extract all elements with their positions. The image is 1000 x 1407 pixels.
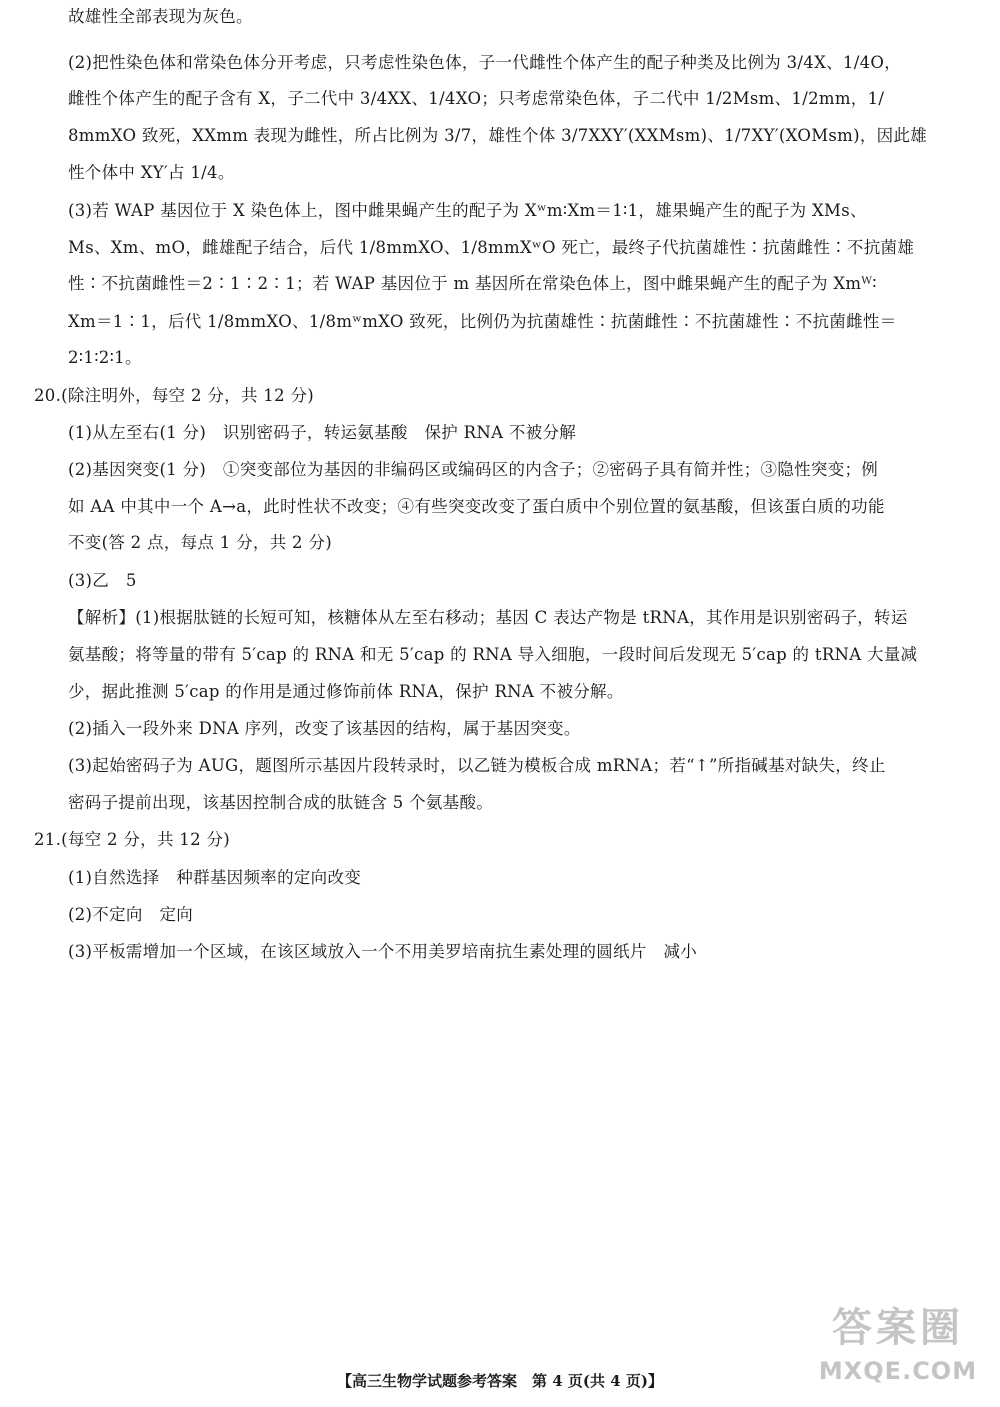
text-line: 氨基酸；将等量的带有 5′cap 的 RNA 和无 5′cap 的 RNA 导入细胞，一段时间后发现无 5′cap 的 tRNA 大量减: [68, 645, 918, 664]
text-line: Xm＝1∶1，后代 1/8mmXO、1/8mʷmXO 致死，比例仍为抗菌雄性∶抗菌雌性∶不抗菌雄性∶不抗菌雌性＝: [68, 312, 897, 331]
text-line: 如 AA 中其中一个 A→a，此时性状不改变；④有些突变改变了蛋白质中个别位置的氨基酸，但该蛋白质的功能: [68, 497, 885, 516]
question-heading-20: 20.(除注明外，每空 2 分，共 12 分): [34, 386, 314, 405]
text-line: (2)不定向 定向: [68, 905, 194, 924]
text-line: (1)自然选择 种群基因频率的定向改变: [68, 868, 362, 887]
page-footer: 【高三生物学试题参考答案 第 4 页(共 4 页)】: [337, 1372, 663, 1390]
text-line: (1)从左至右(1 分) 识别密码子，转运氨基酸 保护 RNA 不被分解: [68, 423, 577, 442]
text-line: 2∶1∶2∶1。: [68, 348, 142, 367]
text-line: (3)乙 5: [68, 571, 137, 590]
text-line: (2)把性染色体和常染色体分开考虑，只考虑性染色体，子一代雌性个体产生的配子种类及比例为 3/4X、1/4O，: [68, 53, 901, 72]
watermark-site: MXQE.COM: [818, 1357, 978, 1385]
text-line: Ms、Xm、mO，雌雄配子结合，后代 1/8mmXO、1/8mmXʷO 死亡，最终子代抗菌雄性∶抗菌雌性∶不抗菌雄: [68, 238, 915, 257]
text-line: 8mmXO 致死，XXmm 表现为雌性，所占比例为 3/7，雄性个体 3/7XXY′(XXMsm)、1/7XY′(XOMsm)，因此雄: [68, 126, 928, 145]
text-line: (3)平板需增加一个区域，在该区域放入一个不用美罗培南抗生素处理的圆纸片 减小: [68, 942, 698, 961]
analysis-line: 【解析】(1)根据肽链的长短可知，核糖体从左至右移动；基因 C 表达产物是 tRNA，其作用是识别密码子，转运: [68, 608, 908, 627]
text-line: 密码子提前出现，该基因控制合成的肽链含 5 个氨基酸。: [68, 793, 494, 812]
text-line: 少，据此推测 5′cap 的作用是通过修饰前体 RNA，保护 RNA 不被分解。: [68, 682, 624, 701]
text-line: (3)若 WAP 基因位于 X 染色体上，图中雌果蝇产生的配子为 Xʷm∶Xm＝1∶1，雄果蝇产生的配子为 XMs、: [68, 201, 867, 220]
question-heading-21: 21.(每空 2 分，共 12 分): [34, 830, 230, 849]
text-line: 雌性个体产生的配子含有 X，子二代中 3/4XX、1/4XO；只考虑常染色体，子二代中 1/2Msm、1/2mm，1/: [68, 89, 885, 108]
watermark-brand: 答案圈: [832, 1305, 964, 1351]
text-line: 性∶不抗菌雌性＝2∶1∶2∶1；若 WAP 基因位于 m 基因所在常染色体上，图中雌果蝇产生的配子为 Xmᵂ∶: [68, 274, 877, 293]
text-line: 不变(答 2 点，每点 1 分，共 2 分): [68, 533, 332, 552]
text-line: (3)起始密码子为 AUG，题图所示基因片段转录时，以乙链为模板合成 mRNA；若“↑”所指碱基对缺失，终止: [68, 756, 886, 775]
text-line: (2)插入一段外来 DNA 序列，改变了该基因的结构，属于基因突变。: [68, 719, 581, 738]
text-line: (2)基因突变(1 分) ①突变部位为基因的非编码区或编码区的内含子；②密码子具有简并性；③隐性突变；例: [68, 460, 879, 479]
text-line: 故雄性全部表现为灰色。: [68, 7, 253, 26]
text-line: 性个体中 XY′占 1/4。: [68, 163, 235, 182]
